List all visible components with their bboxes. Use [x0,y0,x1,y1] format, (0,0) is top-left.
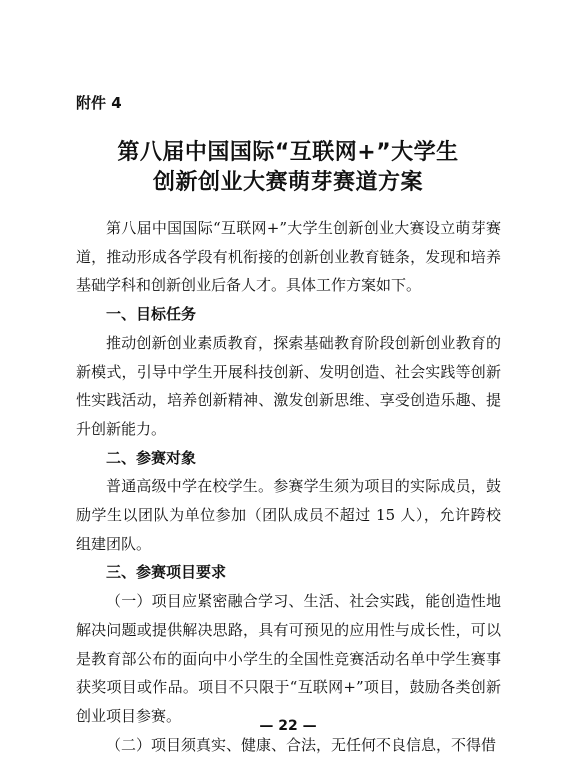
document-body [76,214,501,759]
section-paragraph-goals: 推动创新创业素质教育，探索基础教育阶段创新创业教育的新模式，引导中学生开展科技创新、发明创造、社会实践等创新性实践活动，培养创新精神、激发创新思维、享受创造乐趣、提升创新能力。 [76,333,501,438]
attachment-label: 附件 4 [76,94,122,112]
intro-paragraph: 第八届中国国际“互联网+”大学生创新创业大赛设立萌芽赛道，推动形成各学段有机衔接的创新创业教育链条，发现和培养基础学科和创新创业后备人才。具体工作方案如下。 [76,219,501,295]
section-heading-project-requirements: 三、参赛项目要求 [106,563,227,582]
document-title-line-1: 第八届中国国际“互联网+”大学生 [117,140,459,165]
document-title-line-2: 创新创业大赛萌芽赛道方案 [152,170,423,195]
section-heading-goals: 一、目标任务 [106,305,197,324]
section-heading-participants: 二、参赛对象 [106,448,197,467]
section-paragraph-requirement-1: （一）项目应紧密融合学习、生活、社会实践，能创造性地解决问题或提供解决思路，具有可预见的应用性与成长性，可以是教育部公布的面向中小学生的全国性竞赛活动名单中学生赛事获奖项目或作品。项目不只限于“互联网+”项目，鼓励各类创新创业项目参赛。 [76,592,501,725]
section-paragraph-participants: 普通高级中学在校学生。参赛学生须为项目的实际成员，鼓励学生以团队为单位参加（团队成员不超过 15 人），允许跨校组建团队。 [76,477,501,553]
section-paragraph-requirement-2: （二）项目须真实、健康、合法，无任何不良信息，不得借 [106,735,497,754]
page-number: — 22 — [259,718,317,734]
